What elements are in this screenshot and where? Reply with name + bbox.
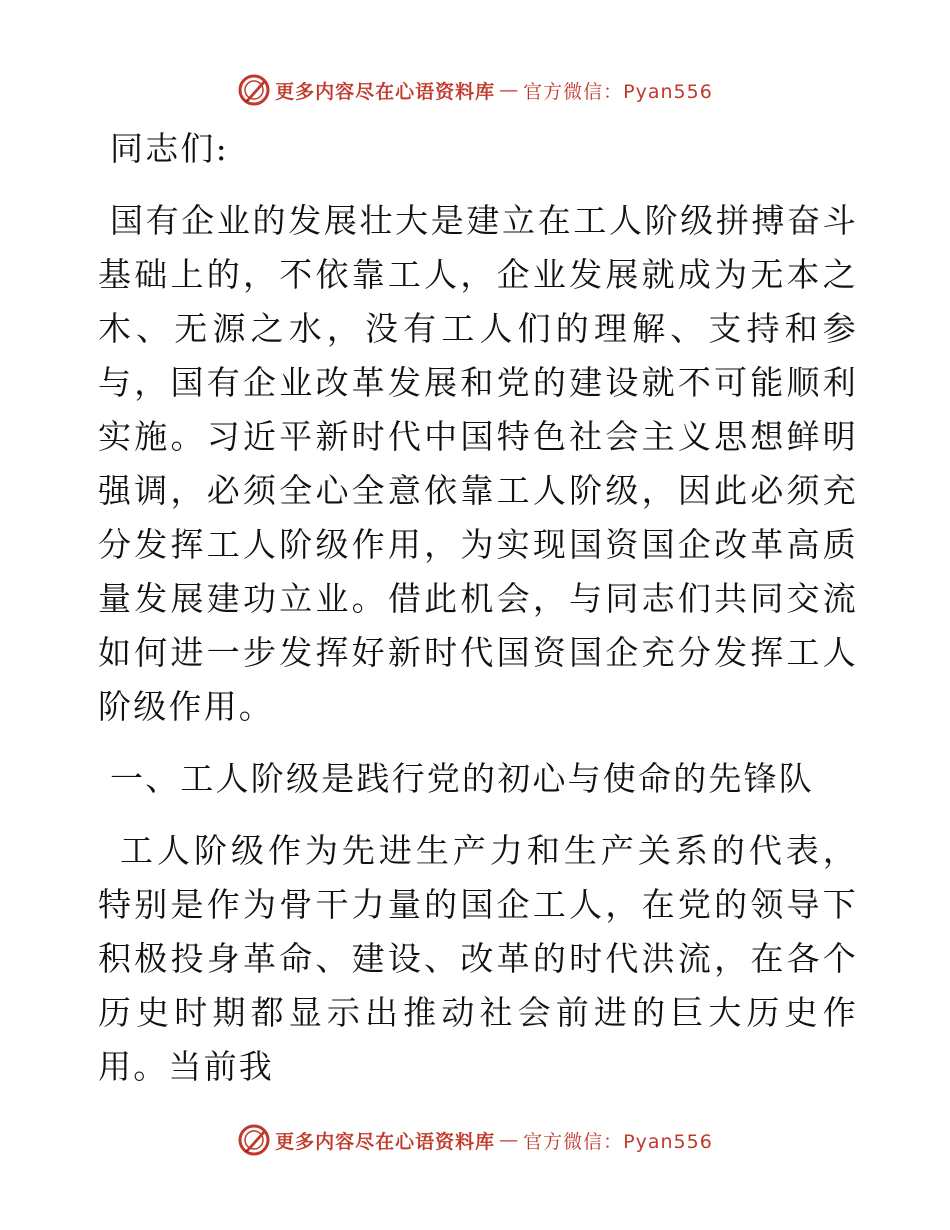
paragraph-1: 国有企业的发展壮大是建立在工人阶级拼搏奋斗基础上的，不依靠工人，企业发展就成为无本之木、无源之水，没有工人们的理解、支持和参与，国有企业改革发展和党的建设就不可能顺利实施。习近平新时代中国特色社会主义思想鲜明强调，必须全心全意依靠工人阶级，因此必须充分发挥工人阶级作用，为实现国资国企改革高质量发展建功立业。借此机会，与同志们共同交流如何进一步发挥好新时代国资国企充分发挥工人阶级作用。 <box>98 201 858 726</box>
watermark-separator: — <box>499 1129 520 1151</box>
watermark-wechat: 官方微信：Pyan556 <box>523 80 713 103</box>
watermark-separator: — <box>499 79 520 101</box>
document-body <box>98 118 858 1094</box>
header-watermark <box>0 70 950 110</box>
watermark-text: 更多内容尽在心语资料库 <box>275 80 496 103</box>
footer-watermark <box>0 1120 950 1160</box>
pen-circle-logo-icon <box>237 1123 271 1157</box>
watermark-wechat: 官方微信：Pyan556 <box>523 1130 713 1153</box>
greeting: 同志们: <box>110 129 229 168</box>
pen-circle-logo-icon <box>237 73 271 107</box>
watermark-text: 更多内容尽在心语资料库 <box>275 1130 496 1153</box>
paragraph-2: 工人阶级作为先进生产力和生产关系的代表，特别是作为骨干力量的国企工人，在党的领导下积极投身革命、建设、改革的时代洪流，在各个历史时期都显示出推动社会前进的巨大历史作用。当前我 <box>98 831 858 1086</box>
section-heading-1: 一、工人阶级是践行党的初心与使命的先锋队 <box>110 759 814 798</box>
